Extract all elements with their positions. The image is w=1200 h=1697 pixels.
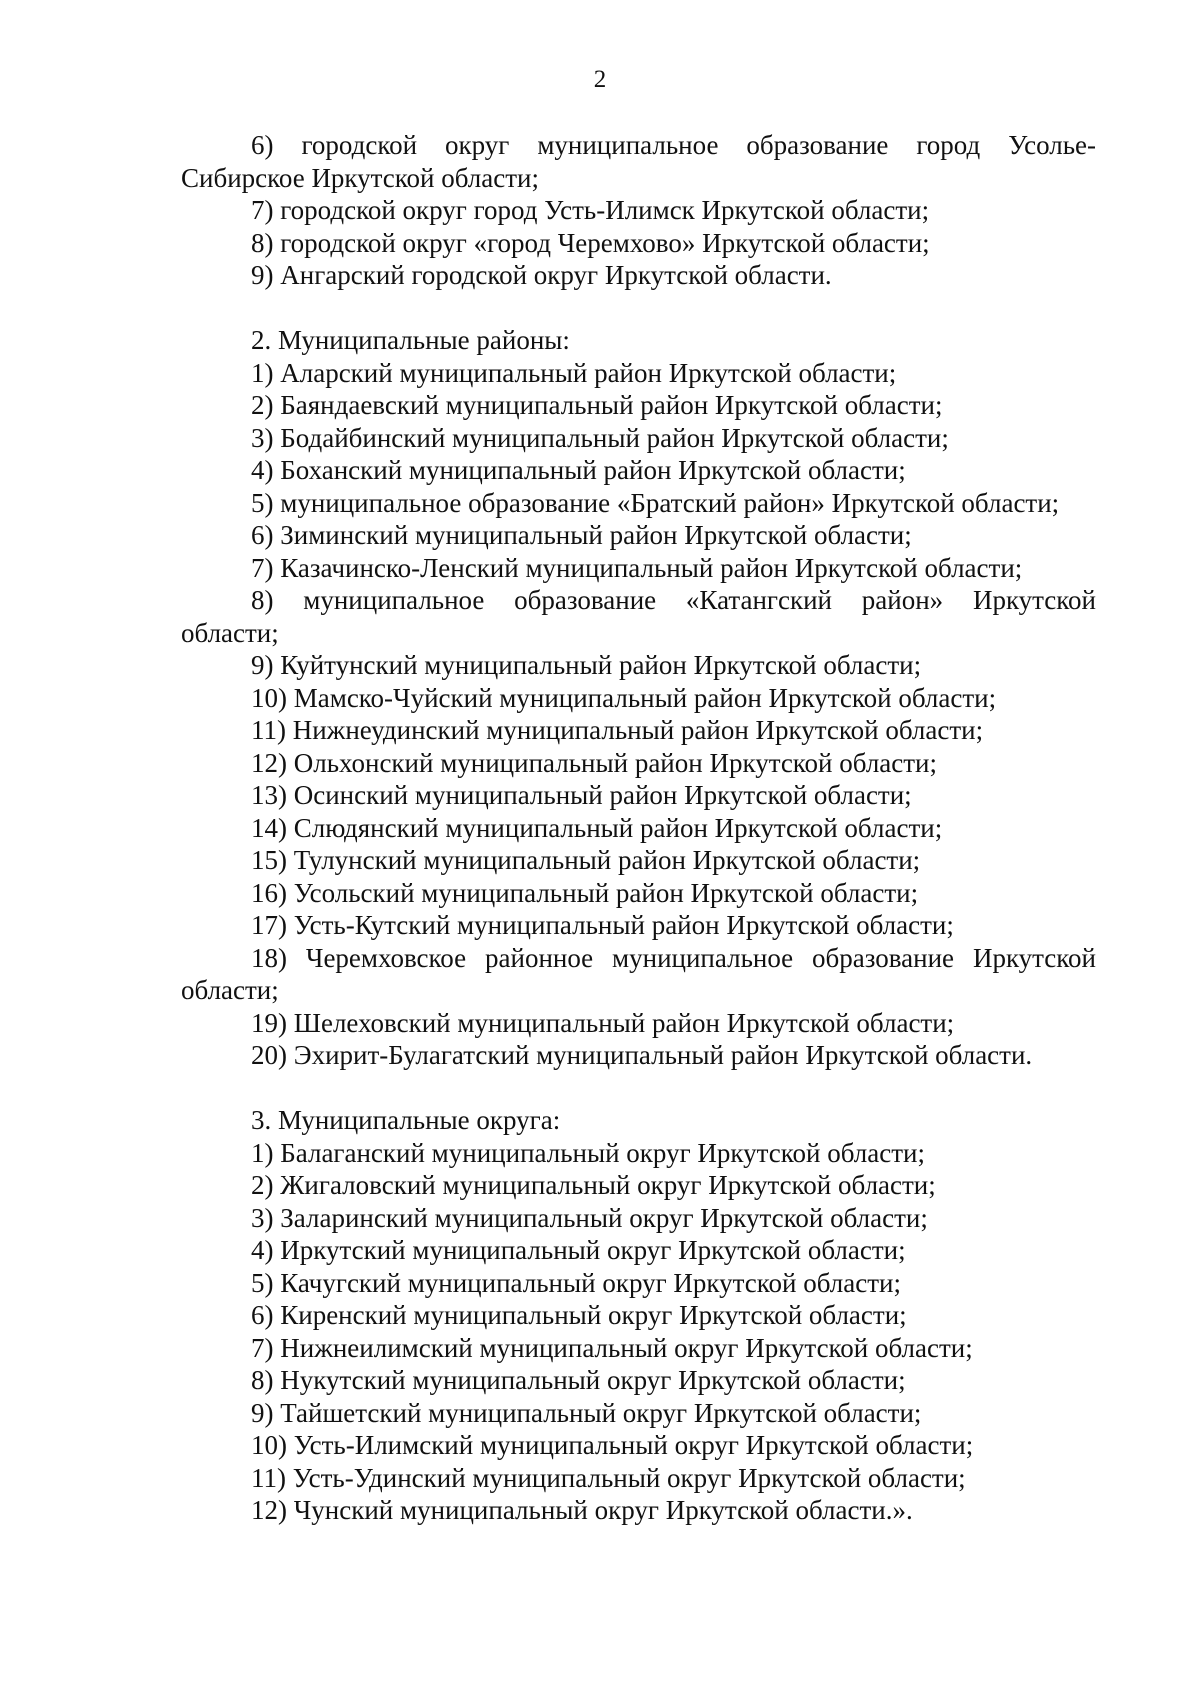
list-item: 17) Усть-Кутский муниципальный район Иркутской области;	[251, 910, 954, 940]
list-item: 5) Качугский муниципальный округ Иркутской области;	[251, 1267, 901, 1298]
section3-heading: 3. Муниципальные округа:	[251, 1105, 561, 1135]
list-item: 1) Аларский муниципальный район Иркутской области;	[251, 357, 897, 388]
list-item: 2) Баяндаевский муниципальный район Иркутской области;	[251, 390, 943, 420]
section2-item18-line1: 18) Черемховское районное муниципальное образование Иркутской	[251, 942, 1096, 973]
list-item: 14) Слюдянский муниципальный район Иркутской области;	[251, 812, 943, 843]
list-item: 5) муниципальное образование «Братский район» Иркутской области;	[251, 487, 1060, 518]
list-item: 6) Зиминский муниципальный район Иркутской области;	[251, 520, 912, 550]
list-item: 12) Чунский муниципальный округ Иркутской области.».	[251, 1495, 913, 1525]
list-item: 16) Усольский муниципальный район Иркутской области;	[251, 877, 919, 908]
list-item: 1) Балаганский муниципальный округ Иркутской области;	[251, 1137, 925, 1168]
section1-item6-line1: 6) городской округ муниципальное образование город Усолье-	[251, 130, 1096, 160]
list-item: 3) Заларинский муниципальный округ Иркутской области;	[251, 1202, 928, 1233]
section1-item6-line2: Сибирское Иркутской области;	[181, 162, 539, 193]
list-item: 19) Шелеховский муниципальный район Иркутской области;	[251, 1007, 955, 1038]
document-body	[181, 129, 1096, 1527]
list-item: 10) Мамско-Чуйский муниципальный район Иркутской области;	[251, 682, 997, 713]
list-item: 7) Нижнеилимский муниципальный округ Иркутской области;	[251, 1332, 973, 1363]
list-item: 9) Тайшетский муниципальный округ Иркутской области;	[251, 1397, 922, 1428]
section2-item18-line2: области;	[181, 975, 279, 1005]
page-number: 2	[593, 66, 607, 93]
list-item: 9) Куйтунский муниципальный район Иркутской области;	[251, 650, 922, 680]
list-item: 3) Бодайбинский муниципальный район Иркутской области;	[251, 422, 949, 453]
section-gap	[181, 292, 1096, 325]
list-item: 7) Казачинско-Ленский муниципальный район Иркутской области;	[251, 552, 1023, 583]
list-item: 11) Усть-Удинский муниципальный округ Иркутской области;	[251, 1462, 966, 1493]
list-item: 2) Жигаловский муниципальный округ Иркутской области;	[251, 1170, 936, 1200]
list-item: 12) Ольхонский муниципальный район Иркутской области;	[251, 747, 938, 778]
list-item: 10) Усть-Илимский муниципальный округ Иркутской области;	[251, 1430, 974, 1460]
section2-heading: 2. Муниципальные районы:	[251, 325, 570, 355]
list-item: 4) Иркутский муниципальный округ Иркутской области;	[251, 1235, 906, 1265]
list-item: 13) Осинский муниципальный район Иркутской области;	[251, 780, 912, 810]
list-item: 20) Эхирит-Булагатский муниципальный район Иркутской области.	[251, 1040, 1033, 1070]
section2-item8-line1: 8) муниципальное образование «Катангский район» Иркутской	[251, 585, 1096, 615]
section1-item7: 7) городской округ город Усть-Илимск Иркутской области;	[251, 195, 930, 225]
section-gap	[181, 1072, 1096, 1105]
list-item: 6) Киренский муниципальный округ Иркутской области;	[251, 1300, 907, 1330]
section1-item9: 9) Ангарский городской округ Иркутской области.	[251, 260, 832, 290]
list-item: 15) Тулунский муниципальный район Иркутской области;	[251, 845, 921, 875]
section1-item8: 8) городской округ «город Черемхово» Иркутской области;	[251, 227, 930, 258]
list-item: 4) Боханский муниципальный район Иркутской области;	[251, 455, 906, 485]
section2-item8-line2: области;	[181, 617, 279, 648]
list-item: 11) Нижнеудинский муниципальный район Иркутской области;	[251, 715, 984, 745]
list-item: 8) Нукутский муниципальный округ Иркутской области;	[251, 1365, 906, 1395]
